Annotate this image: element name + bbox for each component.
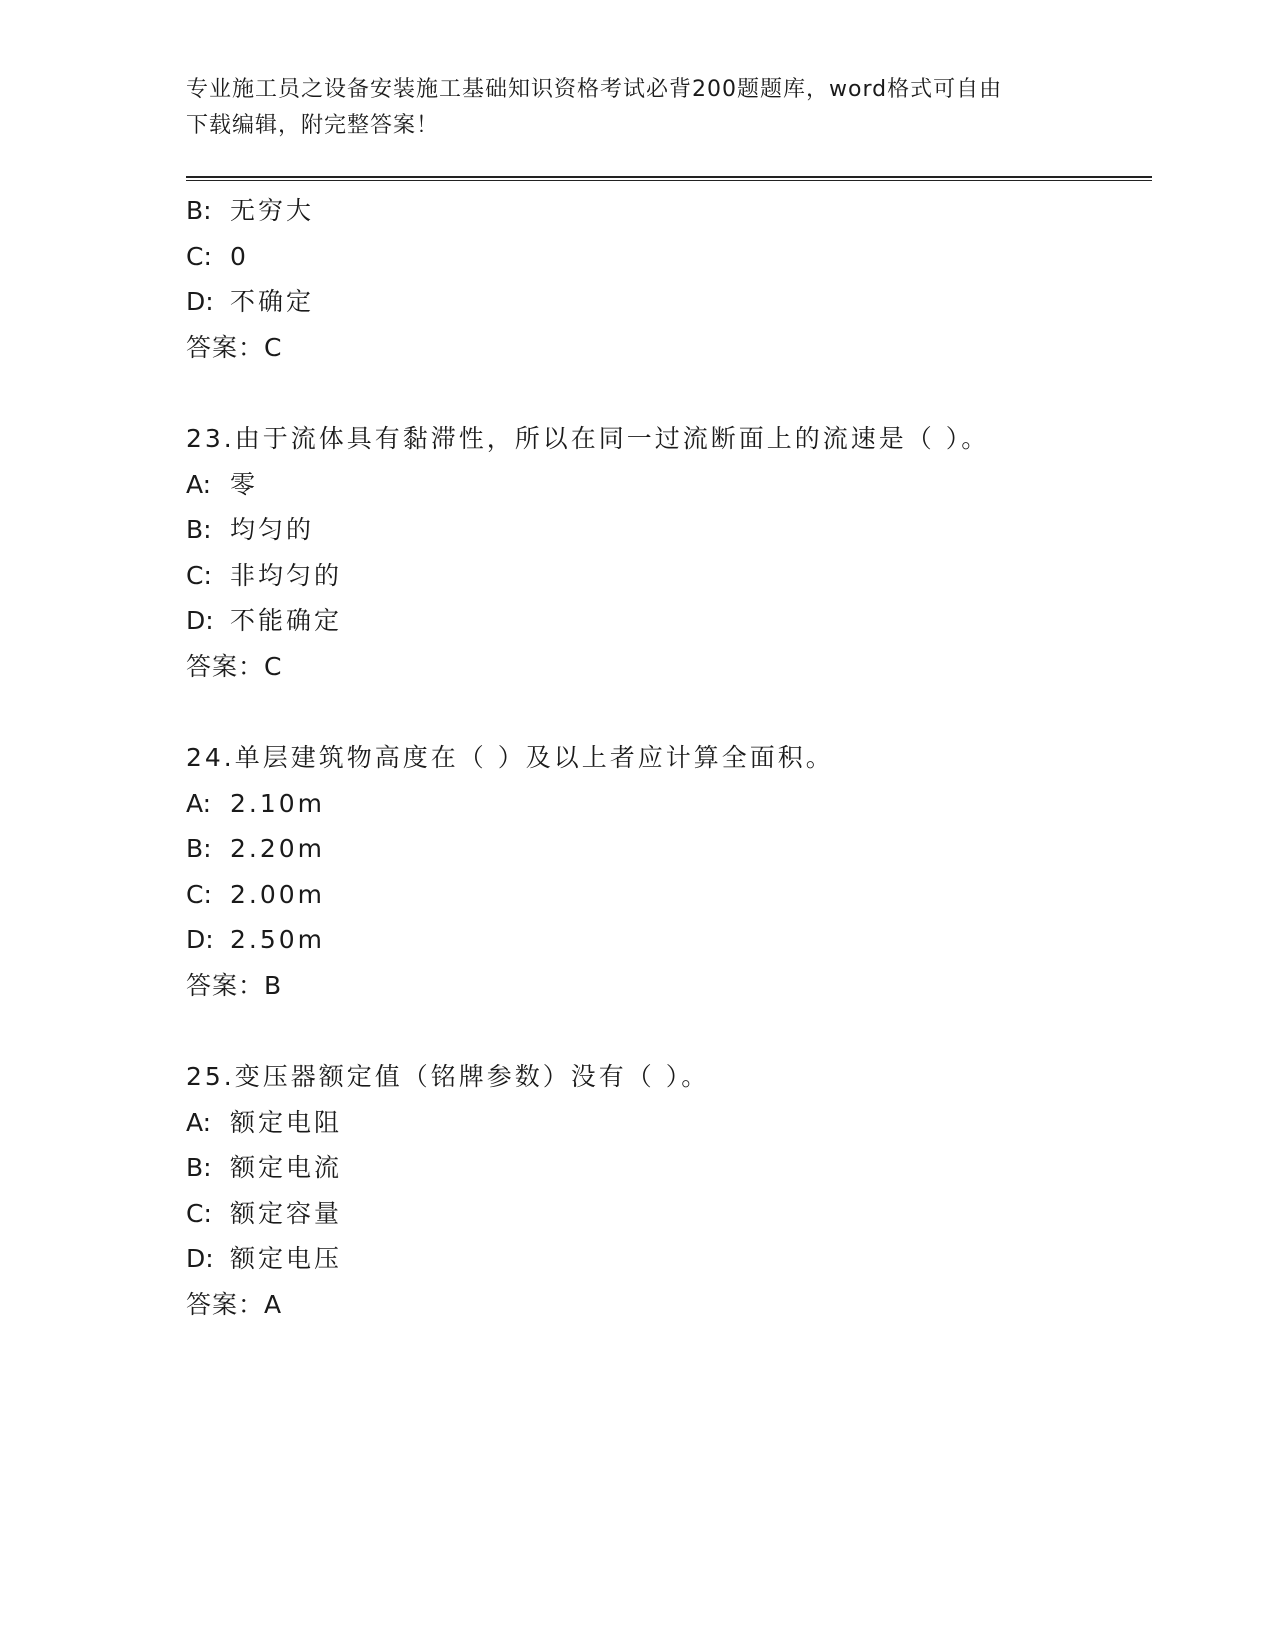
option-letter: D:	[186, 287, 214, 316]
option-text: 额定电压	[230, 1244, 343, 1273]
option-text: 2.00m	[230, 879, 326, 909]
option-letter: B:	[186, 1153, 212, 1182]
option-letter: B:	[186, 834, 212, 863]
question-22-continuation	[186, 188, 1152, 370]
option-letter: A:	[186, 1107, 212, 1137]
option-text: 2.10m	[230, 788, 326, 818]
option-b	[186, 826, 1152, 872]
option-text: 2.50m	[230, 925, 326, 954]
option-text: 无穷大	[230, 196, 315, 225]
question-24	[186, 735, 1152, 1008]
option-letter: D:	[186, 606, 214, 635]
option-b	[186, 1145, 1152, 1191]
option-letter: B:	[186, 196, 212, 225]
option-text: 额定电流	[230, 1153, 343, 1182]
option-c	[186, 234, 1152, 280]
option-text: 额定容量	[230, 1198, 343, 1228]
answer-line: 答案：A	[186, 1289, 283, 1319]
option-text: 2.20m	[230, 834, 326, 863]
question-stem: 25.变压器额定值（铭牌参数）没有（ ）。	[186, 1062, 710, 1091]
answer-line: 答案：C	[186, 651, 283, 681]
question-23	[186, 416, 1152, 689]
option-letter: A:	[186, 469, 212, 499]
option-d	[186, 1236, 1152, 1282]
option-d	[186, 917, 1152, 963]
option-text: 不能确定	[230, 606, 343, 635]
option-a	[186, 462, 1152, 508]
option-letter: D:	[186, 1244, 214, 1273]
question-stem: 23.由于流体具有黏滞性，所以在同一过流断面上的流速是（ ）。	[186, 424, 990, 453]
header-line-2: 下载编辑，附完整答案！	[186, 113, 440, 138]
answer-line: 答案：C	[186, 332, 283, 362]
option-letter: C:	[186, 241, 212, 271]
option-a	[186, 781, 1152, 827]
document-header	[186, 72, 1066, 144]
document-body	[186, 188, 1152, 1327]
answer-line: 答案：B	[186, 970, 283, 1000]
option-text: 额定电阻	[230, 1107, 343, 1137]
question-stem: 24.单层建筑物高度在（ ）及以上者应计算全面积。	[186, 743, 834, 772]
option-a	[186, 1100, 1152, 1146]
option-letter: C:	[186, 560, 212, 590]
option-d	[186, 598, 1152, 644]
option-letter: A:	[186, 788, 212, 818]
option-text: 均匀的	[230, 515, 315, 544]
option-letter: C:	[186, 1198, 212, 1228]
option-text: 非均匀的	[230, 560, 343, 590]
option-b	[186, 188, 1152, 234]
option-text: 0	[230, 241, 249, 271]
option-c	[186, 553, 1152, 599]
option-c	[186, 1191, 1152, 1237]
option-c	[186, 872, 1152, 918]
option-d	[186, 279, 1152, 325]
option-letter: B:	[186, 515, 212, 544]
option-letter: D:	[186, 925, 214, 954]
header-line-1: 专业施工员之设备安装施工基础知识资格考试必背200题题库，word格式可自由	[186, 77, 1003, 102]
question-25	[186, 1054, 1152, 1327]
option-letter: C:	[186, 879, 212, 909]
option-text: 零	[230, 469, 259, 499]
option-text: 不确定	[230, 287, 315, 316]
option-b	[186, 507, 1152, 553]
header-divider	[186, 176, 1152, 181]
